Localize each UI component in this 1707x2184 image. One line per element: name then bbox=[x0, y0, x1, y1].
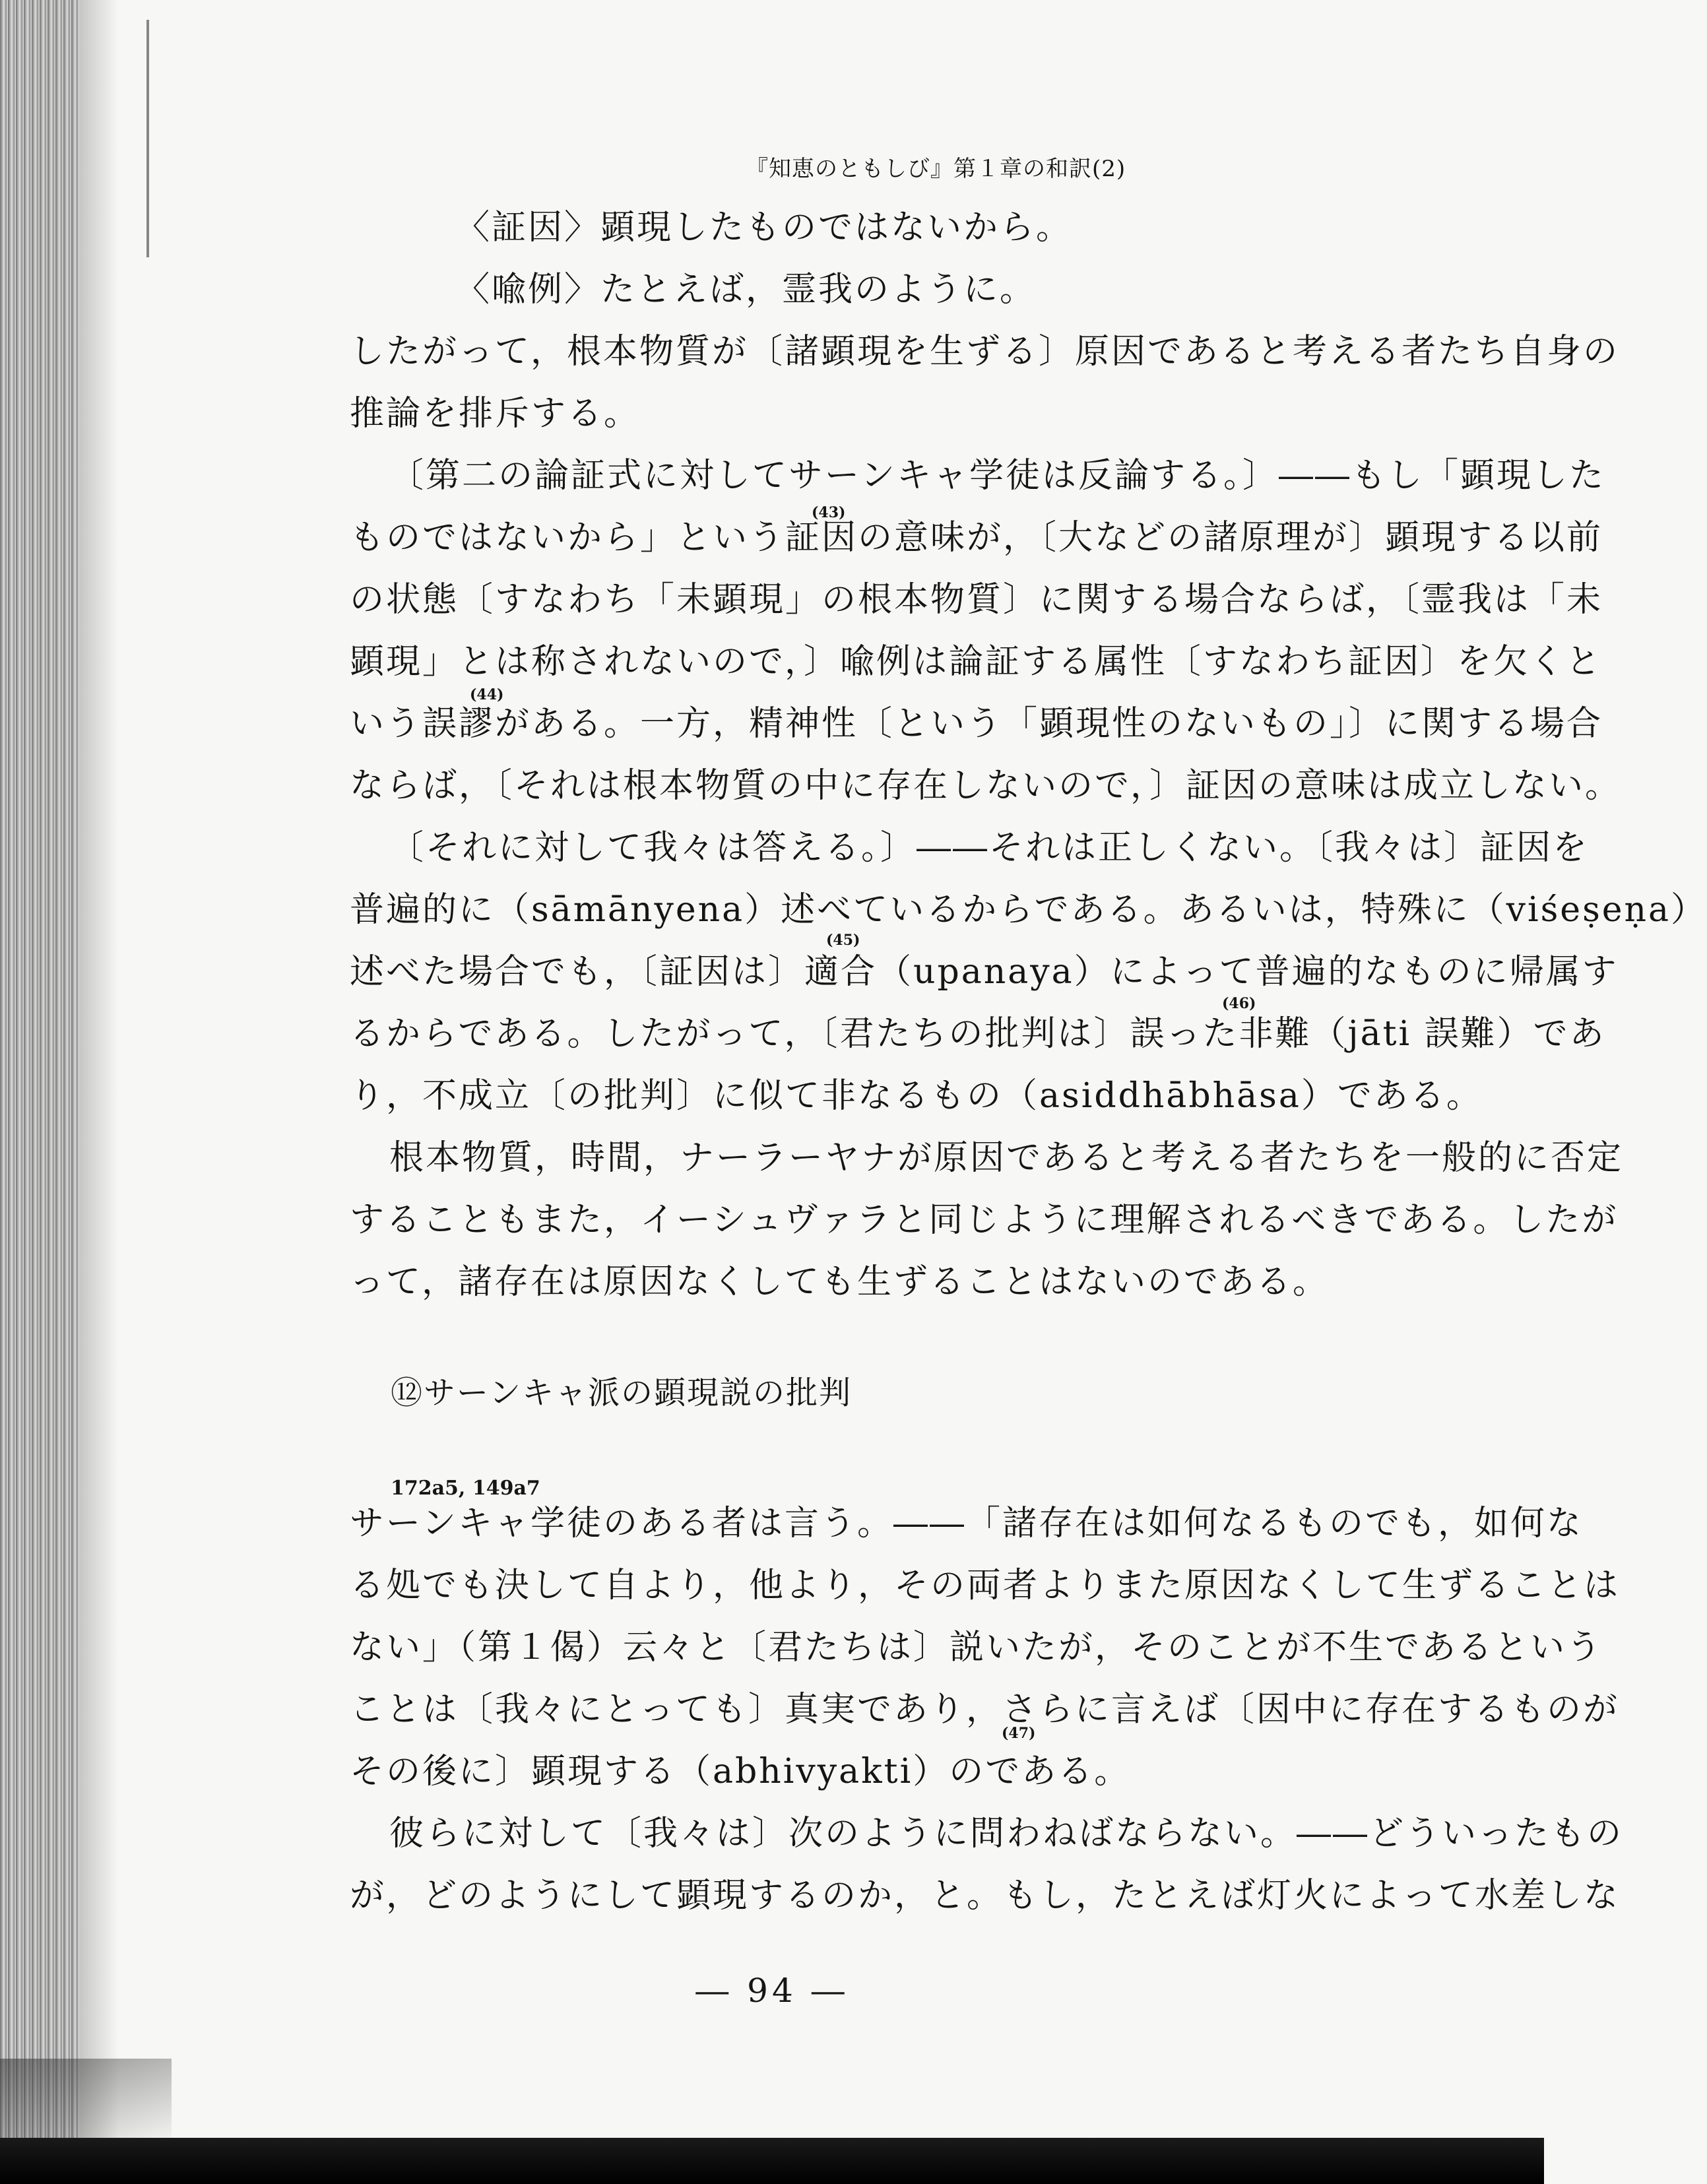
text-line: することもまた，イーシュヴァラと同じように理解されるべきである。したが bbox=[350, 1200, 1619, 1240]
text-line: ない」（第１偈）云々と〔君たちは〕説いたが，そのことが不生であるという bbox=[350, 1628, 1603, 1667]
footnote-marker-45: (45) bbox=[826, 932, 860, 949]
text-line: いう誤謬がある。一方，精神性〔という「顕現性のないもの」〕に関する場合 bbox=[350, 704, 1603, 744]
page-number: ― 94 ― bbox=[695, 1972, 849, 2010]
text-line: の状態〔すなわち「未顕現」の根本物質〕に関する場合ならば，〔霊我は「未 bbox=[350, 580, 1603, 620]
text-line: 推論を排斥する。 bbox=[350, 394, 641, 434]
text-line: 〈証因〉顕現したものではないから。 bbox=[455, 208, 1073, 247]
footnote-marker-44: (44) bbox=[470, 686, 504, 703]
text-line: 〔第二の論証式に対してサーンキャ学徒は反論する。〕――もし「顕現した bbox=[389, 456, 1605, 496]
body-text-bottom bbox=[350, 1493, 1624, 1927]
text-line: ならば，〔それは根本物質の中に存在しないので，〕証因の意味は成立しない。 bbox=[350, 766, 1621, 806]
text-line: 〔それに対して我々は答える。〕――それは正しくない。〔我々は〕証因を bbox=[389, 828, 1590, 868]
text-line: 根本物質，時間，ナーラーヤナが原因であると考える者たちを一般的に否定 bbox=[389, 1138, 1624, 1178]
text-line: が，どのようにして顕現するのか，と。もし，たとえば灯火によって水差しな bbox=[350, 1876, 1621, 1915]
text-line: 述べた場合でも，〔証因は〕適合（upanaya）によって普遍的なものに帰属す bbox=[350, 952, 1619, 992]
footnote-marker-46: (46) bbox=[1222, 995, 1256, 1012]
text-line: って，諸存在は原因なくしても生ずることはないのである。 bbox=[350, 1262, 1329, 1302]
text-line: ことは〔我々にとっても〕真実であり，さらに言えば〔因中に存在するものが bbox=[350, 1690, 1619, 1729]
text-line: る処でも決して自より，他より，その両者よりまた原因なくして生ずることは bbox=[350, 1566, 1621, 1605]
scan-bottom-border bbox=[0, 2138, 1544, 2184]
footnote-marker-43: (43) bbox=[812, 504, 846, 521]
scan-shadow-edge bbox=[0, 0, 79, 2144]
page-reference-marker: 172a5, 149a7 bbox=[391, 1477, 540, 1500]
text-line: 〈喩例〉たとえば，霊我のように。 bbox=[455, 270, 1037, 309]
text-line: 普遍的に（sāmānyena）述べているからである。あるいは，特殊に（viśeṣeṇa） bbox=[350, 890, 1707, 930]
body-text-top bbox=[350, 197, 1707, 1313]
footnote-marker-47: (47) bbox=[1002, 1725, 1036, 1742]
text-line: その後に〕顕現する（abhivyakti）のである。 bbox=[350, 1752, 1131, 1791]
text-line: るからである。したがって，〔君たちの批判は〕誤った非難（jāti 誤難）であ bbox=[350, 1014, 1606, 1054]
text-line: ものではないから」という証因の意味が，〔大などの諸原理が〕顕現する以前 bbox=[350, 518, 1603, 558]
text-line: り，不成立〔の批判〕に似て非なるもの（asiddhābhāsa）である。 bbox=[350, 1076, 1483, 1116]
text-line: したがって，根本物質が〔諸顕現を生ずる〕原因であると考える者たち自身の bbox=[350, 332, 1619, 371]
text-line: 顕現」とは称されないので，〕喩例は論証する属性〔すなわち証因〕を欠くと bbox=[350, 642, 1602, 682]
text-line: 彼らに対して〔我々は〕次のように問わねばならない。――どういったもの bbox=[389, 1814, 1624, 1853]
text-line: サーンキャ学徒のある者は言う。――「諸存在は如何なるものでも，如何な bbox=[350, 1504, 1583, 1543]
running-head: 『知恵のともしび』第１章の和訳(2) bbox=[746, 156, 1126, 182]
binding-edge-line bbox=[146, 20, 149, 257]
section-heading: ⑫サーンキャ派の顕現説の批判 bbox=[391, 1374, 853, 1411]
scan-corner-shadow bbox=[0, 2059, 172, 2144]
